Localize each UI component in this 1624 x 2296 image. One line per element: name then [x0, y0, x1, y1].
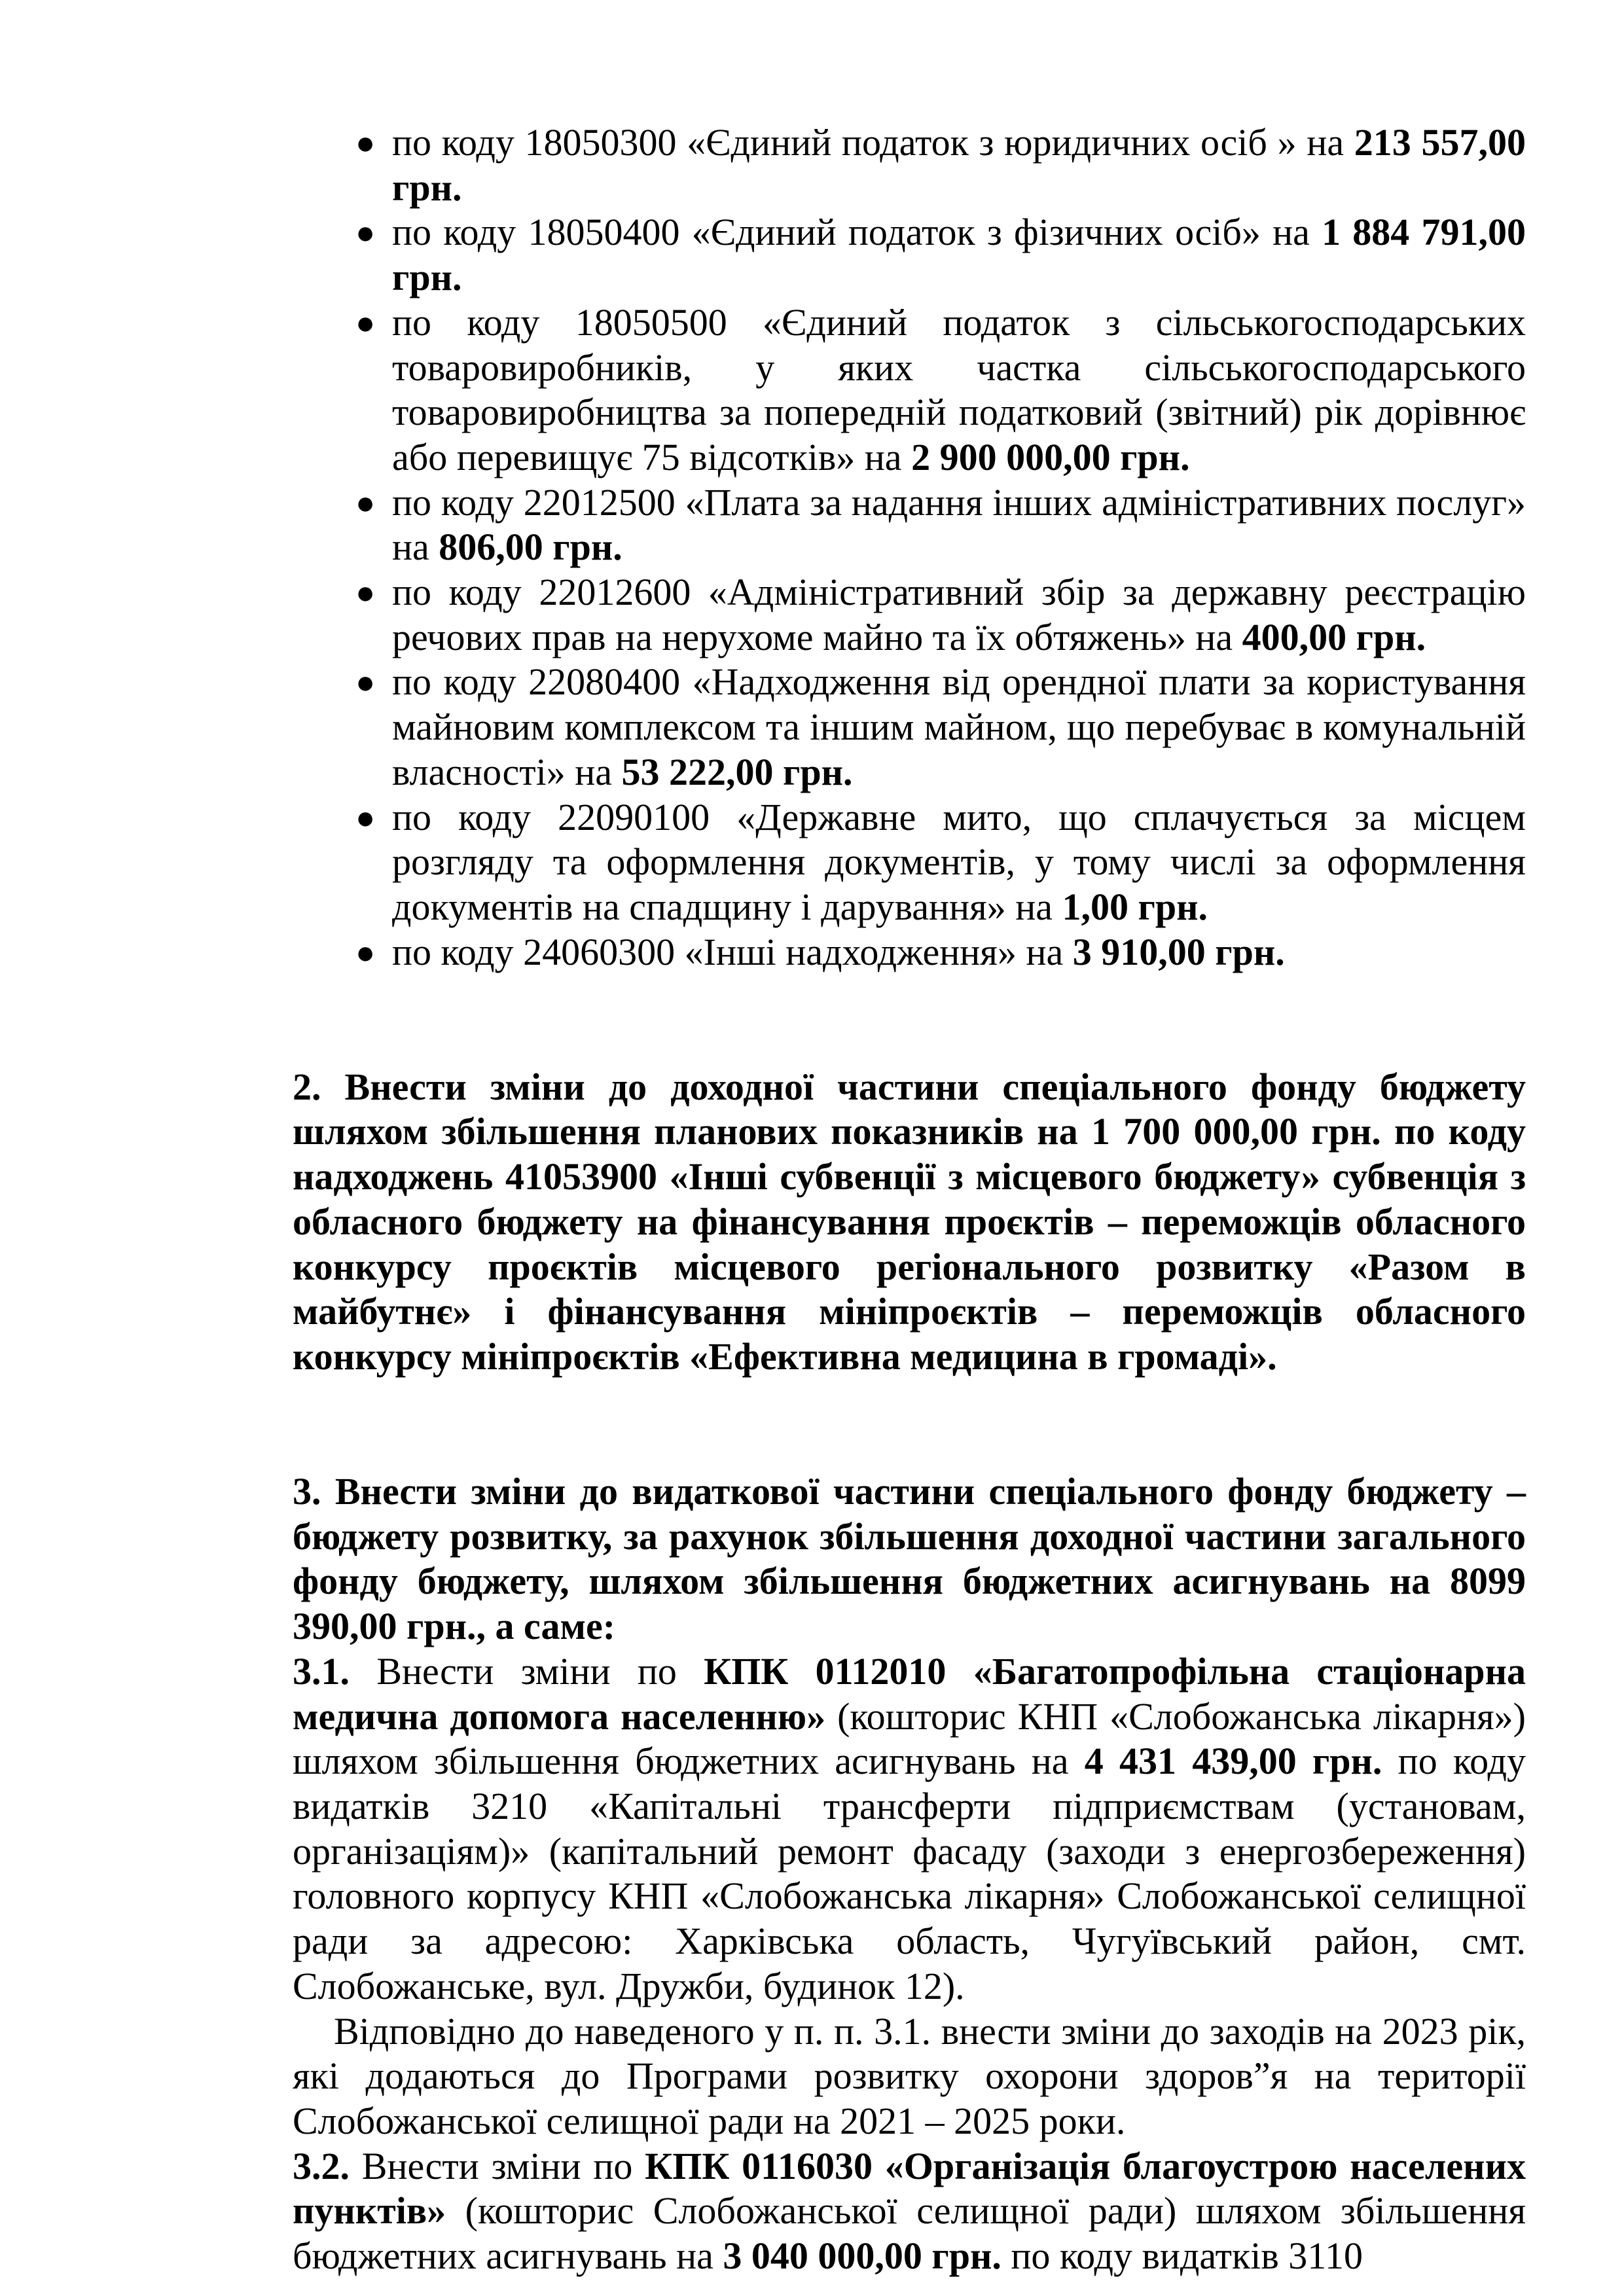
text: по коду видатків 3210 «Капітальні трансферти підприємствам (установам, організаціям)» (капітальний ремонт фасаду (заходи з енергозбереження) головного корпусу КНП «Слобожанська лікарня» Слобожанської селищної ради за адресою: Харківська область, Чугуївський район, смт. Слобожанське, вул. Дружби, будинок 12). [293, 1740, 1526, 2007]
bold-text: 53 222,00 грн. [621, 750, 853, 793]
revenue-code-list [293, 120, 1526, 975]
bold-text: 3.2. [293, 2144, 350, 2187]
text: по коду 18050500 «Єдиний податок з сільськогосподарських товаровиробників, у яких частка сільськогосподарського товаровиробництва за попередній податковий (звітний) рік дорівнює або перевищує 75 відсотків» на [392, 300, 1526, 478]
bold-text: 1,00 грн. [1062, 885, 1208, 928]
list-item [293, 300, 1526, 480]
list-item [293, 480, 1526, 570]
bold-text: 1 884 791,00 грн. [392, 211, 1526, 299]
list-item [293, 930, 1526, 975]
bullet-icon: ● [355, 798, 376, 836]
text: Внести зміни по [350, 2144, 645, 2187]
list-item [293, 660, 1526, 795]
bold-text: 806,00 грн. [439, 526, 623, 569]
text: Внести зміни по [350, 1649, 704, 1693]
bullet-icon: ● [355, 214, 376, 251]
paragraph [293, 1065, 1526, 1380]
text: по коду видатків 3110 [1001, 2234, 1363, 2278]
bullet-icon: ● [355, 933, 376, 971]
paragraph [293, 1469, 1526, 1649]
bold-text: 3 910,00 грн. [1072, 930, 1285, 973]
bold-text: 213 557,00 грн. [392, 121, 1526, 209]
bold-text: КПК 0112010 «Багатопрофільна стаціонарна медична допомога населенню» [293, 1649, 1526, 1738]
bold-text: 400,00 грн. [1242, 615, 1426, 658]
document-page [293, 120, 1526, 2279]
list-item [293, 120, 1526, 210]
bullet-icon: ● [355, 484, 376, 521]
bullet-icon: ● [355, 664, 376, 701]
bold-text: 2 900 000,00 грн. [911, 435, 1190, 478]
paragraph [293, 1649, 1526, 2009]
list-item [293, 795, 1526, 930]
text: по коду 18050400 «Єдиний податок з фізичних осіб» на [392, 211, 1322, 254]
bold-text: 3 040 000,00 грн. [723, 2234, 1001, 2278]
list-item [293, 570, 1526, 660]
document-body [293, 1065, 1526, 2279]
text: по коду 22012500 «Плата за надання інших адміністративних послуг» на [392, 480, 1526, 569]
bold-text: 4 431 439,00 грн. [1084, 1740, 1382, 1783]
bullet-icon: ● [355, 304, 376, 341]
bold-text: 3.1. [293, 1649, 350, 1693]
text: по коду 18050300 «Єдиний податок з юридичних осіб » на [392, 121, 1354, 164]
text: по коду 22080400 «Надходження від орендної плати за користування майновим комплексом та іншим майном, що перебуває в комунальній власності» на [392, 660, 1526, 793]
text: Відповідно до наведеного у п. п. 3.1. внести зміни до заходів на 2023 рік, які додаються до Програми розвитку охорони здоров”я на території Слобожанської селищної ради на 2021 – 2025 роки. [293, 2009, 1526, 2142]
text: (кошторис Слобожанської селищної ради) шляхом збільшення бюджетних асигнувань на [293, 2189, 1526, 2278]
bullet-icon: ● [355, 124, 376, 161]
text: (кошторис КНП «Слобожанська лікарня») шляхом збільшення бюджетних асигнувань на [293, 1695, 1526, 1783]
bold-text: 2. Внести зміни до доходної частини спеціального фонду бюджету шляхом збільшення планових показників на 1 700 000,00 грн. по коду надходжень 41053900 «Інші субвенції з місцевого бюджету» субвенція з обласного бюджету на фінансування проєктів – переможців обласного конкурсу проєктів місцевого регіонального розвитку «Разом в майбутнє» і фінансування мініпроєктів – переможців обласного конкурсу мініпроєктів «Ефективна медицина в громаді». [293, 1065, 1526, 1378]
paragraph [293, 2009, 1526, 2144]
bullet-icon: ● [355, 574, 376, 611]
paragraph [293, 2144, 1526, 2279]
text: по коду 22090100 «Державне мито, що сплачується за місцем розгляду та оформлення документів, у тому числі за оформлення документів на спадщину і дарування» на [392, 795, 1526, 928]
bold-text: КПК 0116030 «Організація благоустрою населених пунктів» [293, 2144, 1526, 2233]
text: по коду 22012600 «Адміністративний збір за державну реєстрацію речових прав на нерухоме майно та їх обтяжень» на [392, 571, 1526, 658]
text: по коду 24060300 «Інші надходження» на [392, 930, 1073, 973]
bold-text: 3. Внести зміни до видаткової частини спеціального фонду бюджету – бюджету розвитку, за рахунок збільшення доходної частини загального фонду бюджету, шляхом збільшення бюджетних асигнувань на 8099 390,00 грн., а саме: [293, 1470, 1526, 1648]
list-item [293, 210, 1526, 300]
